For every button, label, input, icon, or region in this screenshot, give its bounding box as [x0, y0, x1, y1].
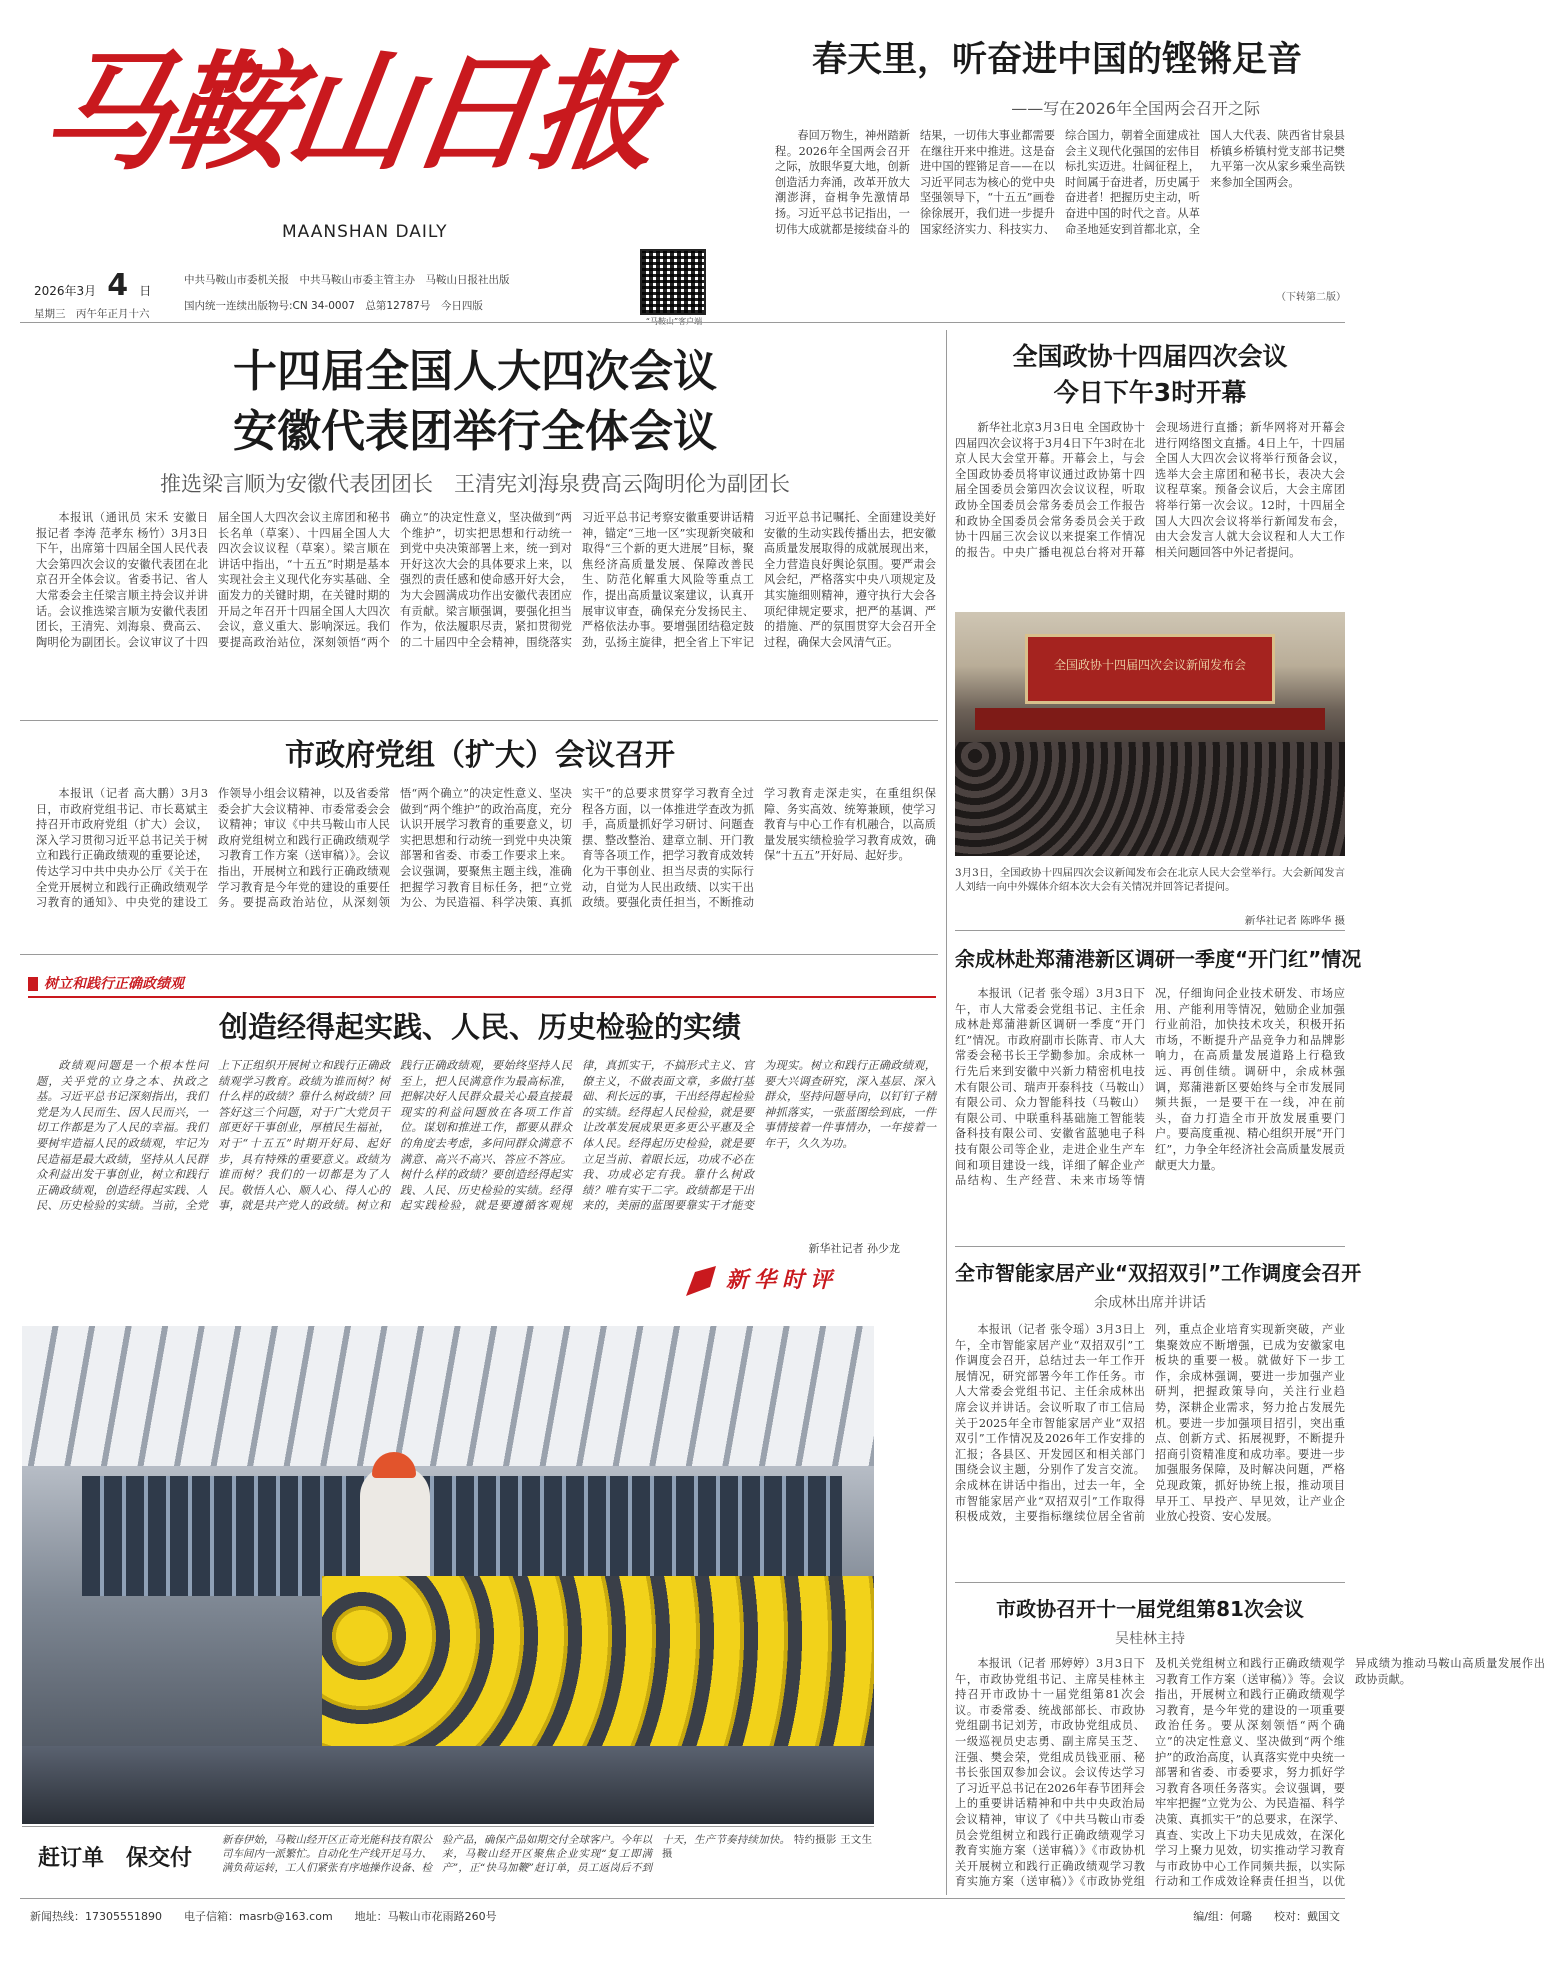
cppcc-caption	[955, 866, 1345, 910]
column-label-text: 树立和践行正确政绩观	[44, 976, 184, 992]
lead-subtitle: ——写在2026年全国两会召开之际	[1011, 99, 1260, 118]
masthead-weekday: 星期三 丙午年正月十六	[34, 308, 150, 320]
cppcc-photo	[955, 612, 1345, 856]
main-paragraph: 本报讯（通讯员 宋禾 安徽日报记者 李涛 范孝东 杨竹）3月3日下午，出席第十四届全国人民代表大会第四次会议的安徽代表团在北京召开全体会议。省委书记、省人大常委会主任梁言顺主持会议并讲话。会议推选梁言顺为安徽代表团团长，王清宪、刘海泉、费高云、陶明伦为副团长。会议审议了十四届全国人大四次会议主席团和秘书长名单（草案）、十四届全国人大四次会议议程（草案）。梁言顺在讲话中指出，“十五五”时期是基本实现社会主义现代化夯实基础、全面发力的关键时期，在关键时期的开局之年召开十四届全国人大四次会议，意义重大、影响深远。我们要提高政治站位，深刻领悟“两个确立”的决定性意义，坚决做到“两个维护”，切实把思想和行动统一到党中央决策部署上来，统一到对开好这次大会的具体要求上来，以强烈的责任感和使命感开好大会，为大会圆满成功作出安徽代表团应有贡献。梁言顺强调，要强化担当作为，依法履职尽责，紧扣贯彻党的二十届四中全会精神，围绕落实习近平总书记考察安徽重要讲话精神，锚定“三地一区”实现新突破和取得“三个新的更大进展”目标，聚焦经济高质量发展、保障改善民生、防范化解重大风险等重点工作，提出高质量议案建议，认真开展审议审查，确保充分发扬民主、严格依法办事。要增强团结稳定鼓劲，弘扬主旋律，把全省上下牢记习近平总书记嘱托、全面建设美好安徽的生动实践传播出去，把安徽高质量发展取得的成就展现出来，全力营造良好舆论氛围。要严肃会风会纪，严格落实中央八项规定及其实施细则精神，遵守执行大会各项纪律规定要求，把严的基调、严的措施、严的氛围贯穿大会召开全过程，确保大会风清气正。	[36, 511, 936, 649]
smarthome-body	[955, 1322, 1345, 1572]
photo-caption-box	[22, 1826, 874, 1892]
yucl-body	[955, 986, 1345, 1236]
govparty-paragraph: 本报讯（记者 高大鹏）3月3日，市政府党组书记、市长葛斌主持召开市政府党组（扩大）会议，深入学习贯彻习近平总书记关于树立和践行正确政绩观的重要论述，传达学习中共中央办公厅《关于在全党开展树立和践行正确政绩观学习教育的通知》、中央党的建设工作领导小组会议精神，以及省委常委会扩大会议精神、市委常委会会议精神；审议《中共马鞍山市人民政府党组树立和践行正确政绩观学习教育工作方案（送审稿）》。会议指出，开展树立和践行正确政绩观学习教育是今年党的建设的重要任务。要提高政治站位，从深刻领悟“两个确立”的决定性意义、坚决做到“两个维护”的政治高度，充分认识开展学习教育的重要意义，切实把思想和行动统一到党中央决策部署和省委、市委工作要求上来。会议强调，要聚焦主题主线，准确把握学习教育目标任务，把“立党为公、为民造福、科学决策、真抓实干”的总要求贯穿学习教育全过程各方面，以一体推进学查改为抓手，高质量抓好学习研讨、问题查摆、整改整治、建章立制、开门教育等各项工作，把学习教育成效转化为干事创业、担当尽责的实际行动，自觉为人民出政绩、以实干出政绩。要强化责任担当，不断推动学习教育走深走实，在重组织保障、务实高效、统筹兼顾，使学习教育与中心工作有机融合，以高质量发展实绩检验学习教育成效，确保“十五五”开好局、起好步。	[36, 787, 936, 910]
column-label-rule	[28, 996, 936, 998]
footer-editor: 编/组：何璐 校对：戴国文	[1193, 1910, 1340, 1923]
masthead-cn: 国内统一连续出版物号:CN 34-0007 总第12787号 今日四版	[184, 300, 483, 312]
cppcc-city-subtitle: 吴桂林主持	[1115, 1631, 1185, 1647]
cppcc-city-body	[955, 1656, 1545, 1892]
cppcc-paragraph: 新华社北京3月3日电 全国政协十四届四次会议将于3月4日下午3时在北京人民大会堂开幕。开幕会上，与会全国政协委员将审议通过政协第十四届全国委员会第四次会议议程，听取政协全国委员会常务委员会工作报告和政协全国委员会常务委员会关于政协十四届三次会议以来提案工作情况的报告。中央广播电视总台将对开幕会现场进行直播；新华网将对开幕会进行网络图文直播。4日上午，十四届全国人大四次会议将举行预备会议，选举大会主席团和秘书长，表决大会议程草案。预备会议后，大会主席团将举行第一次会议。12时，十四届全国人大四次会议将举行新闻发布会，由大会发言人就大会议程和人大工作相关问题回答中外记者提问。	[955, 421, 1345, 559]
smarthome-title: 全市智能家居产业“双招双引”工作调度会召开	[955, 1261, 1362, 1285]
column-label-box	[28, 974, 258, 994]
date-suffix: 日	[139, 284, 152, 298]
lead-more: （下转第二版）	[1276, 292, 1346, 303]
masthead-org: 中共马鞍山市委机关报 中共马鞍山市委主管主办 马鞍山日报社出版	[184, 274, 510, 286]
date-day: 4	[107, 268, 129, 303]
photo-caption	[222, 1833, 872, 1891]
press-stage	[975, 708, 1325, 730]
column-signoff: 新华社记者 孙少龙	[808, 1242, 900, 1255]
divider-vertical-right	[946, 330, 947, 1895]
masthead-logo: 马鞍山日报	[33, 38, 665, 188]
date-month: 2026年3月	[34, 284, 97, 298]
column-stamp	[680, 1262, 920, 1300]
divider-masthead	[20, 322, 1345, 323]
divider-right-2	[955, 1246, 1345, 1247]
press-banner-text: 全国政协十四届四次会议新闻发布会	[1053, 658, 1246, 672]
main-title-1: 十四届全国人大四次会议	[233, 346, 717, 397]
cppcc-credit: 新华社记者 陈晔华 摄	[1244, 915, 1345, 927]
photo-title: 赶订单 保交付	[38, 1846, 193, 1871]
masthead	[20, 14, 755, 320]
smarthome-paragraph: 本报讯（记者 张令瑶）3月3日上午，全市智能家居产业“双招双引”工作调度会召开，总结过去一年工作开展情况，研究部署今年工作任务。市人大常委会党组书记、主任余成林出席会议并讲话。会议听取了市工信局关于2025年全市智能家居产业“双招双引”工作情况及2026年工作安排的汇报；各县区、开发园区和相关部门围绕会议主题，分别作了发言交流。余成林在讲话中指出，过去一年，全市智能家居产业“双招双引”工作取得积极成效，主要指标继续位居全省前列，重点企业培育实现新突破，产业集聚效应不断增强，已成为安徽家电板块的重要一极。就做好下一步工作，余成林强调，要进一步加强产业研判，把握政策导向，关注行业趋势，深耕企业需求，努力抢占发展先机。要进一步加强项目招引，突出重点、创新方式、拓展视野，不断提升招商引资精准度和成功率。要进一步加强服务保障，及时解决问题，严格兑现政策，抓好协统上报，推动项目早开工、早投产、早见效，让产业企业放心投资、安心发展。	[955, 1323, 1345, 1524]
cppcc-title-1: 全国政协十四届四次会议	[1012, 342, 1288, 371]
cppcc-body	[955, 420, 1345, 602]
column-label-marker	[28, 977, 38, 991]
photo-credit: 特约摄影 王文生 摄	[662, 1834, 872, 1861]
smarthome-subtitle: 余成林出席并讲话	[1094, 1295, 1206, 1311]
govparty-title: 市政府党组（扩大）会议召开	[285, 738, 675, 773]
divider-left-2	[20, 954, 938, 955]
lead-body	[775, 128, 1345, 306]
main-body	[36, 510, 936, 710]
column-paragraph: 政绩观问题是一个根本性问题，关乎党的立身之本、执政之基。习近平总书记深刻指出，我们党是为人民而生、因人民而兴，一切工作都是为了人民的幸福。我们要树牢造福人民的政绩观，牢记为民造福是最大政绩，坚持从人民群众利益出发干事创业，树立和践行正确政绩观，创造经得起实践、人民、历史检验的实绩。当前，全党上下正组织开展树立和践行正确政绩观学习教育。政绩为谁而树？树什么样的政绩？靠什么树政绩？回答好这三个问题，对于广大党员干部更好干事创业，厚植民生福祉，对于“十五五”时期开好局、起好步，具有特殊的重要意义。政绩为谁而树？我们的一切都是为了人民。敬悟人心、顺人心、得人心的事，就是共产党人的政绩。树立和践行正确政绩观，要始终坚持人民至上，把人民满意作为最高标准，把解决好人民群众最关心最直接最现实的利益问题放在各项工作首位。谋划和推进工作，都要从群众的角度去考虑，多问问群众满意不满意、高兴不高兴、答应不答应。树什么样的政绩？要创造经得起实践、人民、历史检验的实绩。经得起实践检验，就是要遵循客观规律，真抓实干，不搞形式主义、官僚主义，不做表面文章，多做打基础、利长远的事，干出经得起检验的实绩。经得起人民检验，就是要让改革发展成果更多更公平惠及全体人民。经得起历史检验，就是要立足当前、着眼长远，功成不必在我、功成必定有我。靠什么树政绩？唯有实干二字。政绩都是干出来的，美丽的蓝图要靠实干才能变为现实。树立和践行正确政绩观，要大兴调查研究，深入基层、深入群众，坚持问题导向，以钉钉子精神抓落实，一张蓝图绘到底，一件事情接着一件事情办，一年接着一年干，久久为功。	[36, 1059, 936, 1213]
yucl-paragraph: 本报讯（记者 张令瑶）3月3日下午，市人大常委会党组书记、主任余成林赴郑蒲港新区调研一季度“开门红”情况。市政府副市长陈青、市人大常委会秘书长王学勤参加。余成林一行先后来到安徽中兴新力精密机电技术有限公司、瑞声开泰科技（马鞍山）有限公司、众力智能科技（马鞍山）有限公司、中联重科基础施工智能装备科技有限公司、安徽省蓝驰电子科技有限公司等企业，走进企业生产车间和项目建设一线，详细了解企业产品结构、生产经营、未来市场等情况，仔细询问企业技术研发、市场应用、产能利用等情况，勉励企业加强行业前沿，加快技术攻关，积极开拓市场，不断提升产品竞争力和品牌影响力，在高质量发展道路上行稳致远、再创佳绩。调研中，余成林强调，郑蒲港新区要始终与全市发展同频共振，一是要干在一线，冲在前头，奋力打造全市开放发展重要门户。要高度重视、精心组织开展“开门红”，力争全年经济社会高质量发展贡献更大力量。	[955, 987, 1345, 1188]
press-audience	[955, 742, 1345, 856]
divider-right-3	[955, 1582, 1345, 1583]
masthead-date	[34, 268, 204, 303]
cppcc-caption-text: 3月3日，全国政协十四届四次会议新闻发布会在北京人民大会堂举行。大会新闻发言人刘结一向中外媒体介绍本次大会有关情况并回答记者提问。	[955, 867, 1345, 894]
divider-left-1	[20, 720, 938, 721]
divider-right-1	[955, 930, 1345, 931]
lead-title: 春天里，听奋进中国的铿锵足音	[811, 40, 1302, 80]
lead-paragraph: 春回万物生，神州踏新程。2026年全国两会召开之际，放眼华夏大地，创新创造活力奔涌，改革开放大潮澎湃，奋楫争先激情昂扬。习近平总书记指出，一切伟大成就都是接续奋斗的结果，一切伟大事业都需要在继往开来中推进。这是奋进中国的铿锵足音——在以习近平同志为核心的党中央坚强领导下，“十五五”画卷徐徐展开，我们进一步提升国家经济实力、科技实力、综合国力，朝着全面建成社会主义现代化强国的宏伟目标扎实迈进。壮阔征程上，时间属于奋进者，历史属于奋进者！把握历史主动，听奋进中国的时代之音。从革命圣地延安到首都北京，全国人大代表、陕西省甘泉县桥镇乡桥镇村党支部书记樊九平第一次从家乡乘坐高铁来参加全国两会。	[775, 129, 1345, 236]
yucl-title: 余成林赴郑蒲港新区调研一季度“开门红”情况	[955, 947, 1362, 971]
cppcc-city-title: 市政协召开十一届党组第81次会议	[996, 1597, 1304, 1621]
pen-nib-icon	[686, 1266, 716, 1296]
main-title-2: 安徽代表团举行全体会议	[233, 406, 717, 457]
factory-photo	[22, 1326, 874, 1824]
photo-ceiling-beams	[22, 1326, 874, 1466]
cppcc-city-paragraph: 本报讯（记者 邢婷婷）3月3日下午，市政协党组书记、主席吴桂林主持召开市政协十一届党组第81次会议。市委常委、统战部部长、市政协党组副书记刘芳，市政协党组成员、一级巡视员史志勇、副主席吴玉芝、汪强、樊会荣，党组成员钱亚丽、秘书长张国双参加会议。会议传达学习了习近平总书记在2026年春节团拜会上的重要讲话精神和中共中央政治局会议精神，审议了《中共马鞍山市委员会党组树立和践行正确政绩观学习教育实施方案（送审稿）》《市政协机关开展树立和践行正确政绩观学习教育实施方案（送审稿）》《市政协党组及机关党组树立和践行正确政绩观学习教育工作方案（送审稿）》等。会议指出，开展树立和践行正确政绩观学习教育，是今年党的建设的一项重要政治任务。要从深刻领悟“两个确立”的决定性意义、坚决做到“两个维护”的政治高度，认真落实党中央统一部署和省委、市委要求，努力抓好学习教育各项任务落实。会议强调，要牢牢把握“立党为公、为民造福、科学决策、真抓实干”的总要求，在深学、真查、实改上下功夫见成效，在深化学习上聚力见效，切实推动学习教育与市政协中心工作同频共振，以实际行动和工作成效诠释责任担当，以优异成绩为推动马鞍山高质量发展作出政协贡献。	[955, 1657, 1545, 1889]
photo-conveyor-floor	[22, 1746, 874, 1824]
column-stamp-text: 新华时评	[726, 1268, 839, 1293]
cppcc-title-2: 今日下午3时开幕	[1053, 378, 1247, 407]
column-title: 创造经得起实践、人民、历史检验的实绩	[218, 1010, 741, 1044]
govparty-body	[36, 786, 936, 946]
qr-code	[640, 249, 706, 315]
photo-caption-text: 新春伊始，马鞍山经开区正奇光能科技有限公司车间内一派繁忙。自动化生产线开足马力、满负荷运转，工人们紧张有序地操作设备、检验产品，确保产品如期交付全球客户。今年以来，马鞍山经开区聚焦企业实现“复工即满产”，正“快马加鞭”赶订单，员工返岗后不到十天，生产节奏持续加快。	[222, 1834, 791, 1875]
main-subtitle: 推选梁言顺为安徽代表团团长 王清宪刘海泉费高云陶明伦为副团长	[160, 472, 790, 496]
footer-contact: 新闻热线：17305551890 电子信箱：masrb@163.com 地址：马鞍山市花雨路260号	[30, 1910, 497, 1923]
masthead-pinyin: MAANSHAN DAILY	[282, 222, 448, 242]
footer-rule	[20, 1898, 1345, 1899]
